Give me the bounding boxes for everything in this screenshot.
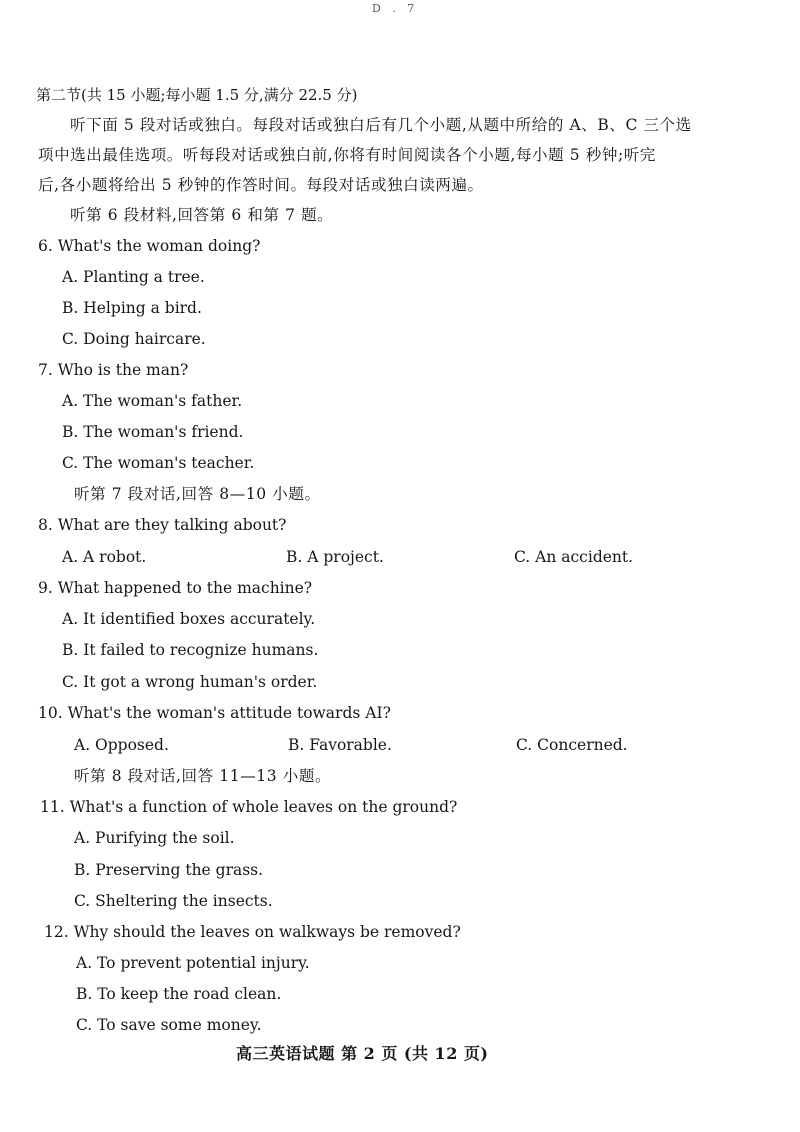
question-11-option-a: A. Purifying the soil. <box>74 829 235 847</box>
question-9: 9. What happened to the machine? <box>38 579 313 597</box>
section-heading: 第二节(共 15 小题;每小题 1.5 分,满分 22.5 分) <box>36 86 358 104</box>
question-12-option-b: B. To keep the road clean. <box>76 985 282 1003</box>
page-footer: 高三英语试题 第 2 页 (共 12 页) <box>236 1044 489 1063</box>
question-11: 11. What's a function of whole leaves on the ground? <box>40 798 458 816</box>
question-8-option-a: A. A robot. <box>62 548 147 566</box>
question-7-option-a: A. The woman's father. <box>62 392 243 410</box>
instructions-line-3: 后,各小题将给出 5 秒钟的作答时间。每段对话或独白读两遍。 <box>38 176 484 194</box>
question-12-option-a: A. To prevent potential injury. <box>76 954 310 972</box>
question-8-option-b: B. A project. <box>286 548 384 566</box>
question-6-option-c: C. Doing haircare. <box>62 330 206 348</box>
question-10-option-b: B. Favorable. <box>288 736 392 754</box>
question-11-option-c: C. Sheltering the insects. <box>74 892 273 910</box>
question-10: 10. What's the woman's attitude towards AI? <box>38 704 391 722</box>
question-10-option-a: A. Opposed. <box>74 736 169 754</box>
question-7-option-c: C. The woman's teacher. <box>62 454 255 472</box>
header-mark: D . 7 <box>372 2 419 15</box>
material-7-intro: 听第 7 段对话,回答 8—10 小题。 <box>74 485 321 503</box>
question-9-option-b: B. It failed to recognize humans. <box>62 641 319 659</box>
question-12-option-c: C. To save some money. <box>76 1016 262 1034</box>
instructions-line-1: 听下面 5 段对话或独白。每段对话或独白后有几个小题,从题中所给的 A、B、C 三个选 <box>70 116 692 134</box>
question-8-option-c: C. An accident. <box>514 548 634 566</box>
question-6-option-a: A. Planting a tree. <box>62 268 205 286</box>
material-6-intro: 听第 6 段材料,回答第 6 和第 7 题。 <box>70 206 334 224</box>
instructions-line-2: 项中选出最佳选项。听每段对话或独白前,你将有时间阅读各个小题,每小题 5 秒钟;听完 <box>38 146 656 164</box>
material-8-intro: 听第 8 段对话,回答 11—13 小题。 <box>74 767 332 785</box>
question-9-option-c: C. It got a wrong human's order. <box>62 673 318 691</box>
question-7: 7. Who is the man? <box>38 361 189 379</box>
question-12: 12. Why should the leaves on walkways be removed? <box>44 923 461 941</box>
question-11-option-b: B. Preserving the grass. <box>74 861 264 879</box>
question-6: 6. What's the woman doing? <box>38 237 261 255</box>
question-6-option-b: B. Helping a bird. <box>62 299 202 317</box>
question-10-option-c: C. Concerned. <box>516 736 628 754</box>
question-9-option-a: A. It identified boxes accurately. <box>62 610 316 628</box>
question-7-option-b: B. The woman's friend. <box>62 423 244 441</box>
question-8: 8. What are they talking about? <box>38 516 287 534</box>
